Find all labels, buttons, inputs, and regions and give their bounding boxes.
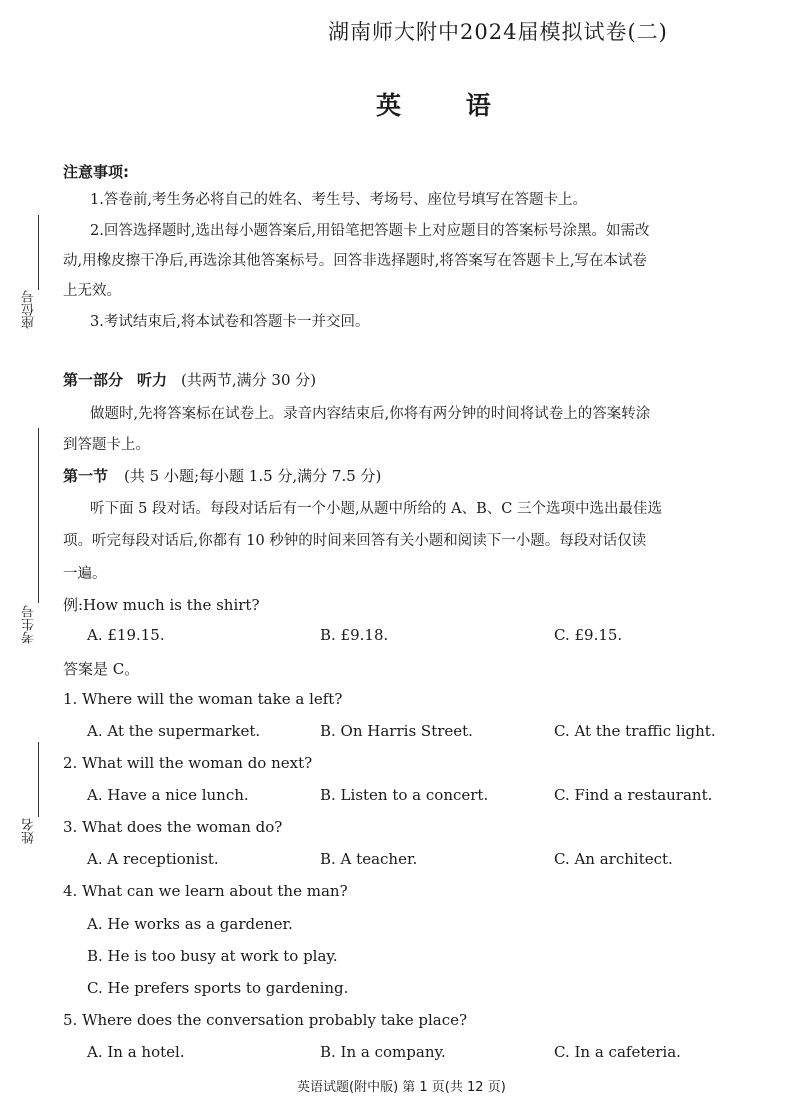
part-one-heading <box>63 369 316 390</box>
subject-title: 英 语 <box>376 91 519 120</box>
example-option-a: A. £19.15. <box>87 626 165 644</box>
question-4-option-c: C. He prefers sports to gardening. <box>87 979 349 997</box>
part-one-instruction-line-1: 做题时,先将答案标在试卷上。录音内容结束后,你将有两分钟的时间将试卷上的答案转涂 <box>90 406 651 422</box>
seat-number-line <box>38 215 39 290</box>
question-1: 1. Where will the woman take a left? <box>63 690 343 708</box>
notice-item-2-line-3: 上无效。 <box>63 283 121 299</box>
notice-item-2-line-1: 2.回答选择题时,选出每小题答案后,用铅笔把答题卡上对应题目的答案标号涂黑。如需改 <box>90 223 650 239</box>
question-2-option-c: C. Find a restaurant. <box>554 786 713 804</box>
examinee-number-line <box>38 428 39 603</box>
question-4-option-b: B. He is too busy at work to play. <box>87 947 338 965</box>
notice-item-2-line-2: 动,用橡皮擦干净后,再选涂其他答案标号。回答非选择题时,将答案写在答题卡上,写在本试卷 <box>63 253 647 269</box>
section-one-instruction-line-1: 听下面 5 段对话。每段对话后有一个小题,从题中所给的 A、B、C 三个选项中选出最佳选 <box>90 501 662 517</box>
question-5-option-a: A. In a hotel. <box>87 1043 185 1061</box>
section-one-detail: (共 5 小题;每小题 1.5 分,满分 7.5 分) <box>124 467 382 485</box>
example-question: 例:How much is the shirt? <box>63 596 260 614</box>
section-one-instruction-line-3: 一遍。 <box>63 566 107 582</box>
part-one-detail: (共两节,满分 30 分) <box>181 371 317 389</box>
question-2-option-a: A. Have a nice lunch. <box>87 786 249 804</box>
question-4: 4. What can we learn about the man? <box>63 882 348 900</box>
section-one-instruction-line-2: 项。听完每段对话后,你都有 10 秒钟的时间来回答有关小题和阅读下一小题。每段对话仅读 <box>63 533 647 549</box>
question-5-option-c: C. In a cafeteria. <box>554 1043 681 1061</box>
question-1-option-a: A. At the supermarket. <box>87 722 261 740</box>
name-label: 姓名 <box>22 818 37 844</box>
question-5: 5. Where does the conversation probably take place? <box>63 1011 468 1029</box>
notice-item-3: 3.考试结束后,将本试卷和答题卡一并交回。 <box>90 314 370 330</box>
question-3-option-b: B. A teacher. <box>320 850 418 868</box>
name-line <box>38 742 39 817</box>
part-one-instruction-line-2: 到答题卡上。 <box>63 437 150 453</box>
question-5-option-b: B. In a company. <box>320 1043 446 1061</box>
question-1-option-c: C. At the traffic light. <box>554 722 716 740</box>
notice-item-1: 1.答卷前,考生务必将自己的姓名、考生号、考场号、座位号填写在答题卡上。 <box>90 192 587 208</box>
exam-header-title: 湖南师大附中2024届模拟试卷(二) <box>328 20 668 44</box>
question-2-option-b: B. Listen to a concert. <box>320 786 489 804</box>
part-one-label: 第一部分 <box>63 371 124 389</box>
section-one-heading <box>63 465 381 486</box>
question-1-option-b: B. On Harris Street. <box>320 722 473 740</box>
examinee-number-label: 考生号 <box>22 605 37 644</box>
part-one-name: 听力 <box>137 371 168 389</box>
question-3: 3. What does the woman do? <box>63 818 283 836</box>
example-option-b: B. £9.18. <box>320 626 389 644</box>
notice-title: 注意事项: <box>63 163 129 181</box>
question-3-option-a: A. A receptionist. <box>87 850 219 868</box>
section-one-label: 第一节 <box>63 467 109 485</box>
page-footer: 英语试题(附中版) 第 1 页(共 12 页) <box>297 1080 506 1095</box>
example-option-c: C. £9.15. <box>554 626 623 644</box>
question-4-option-a: A. He works as a gardener. <box>87 915 293 933</box>
seat-number-label: 座位号 <box>22 290 37 329</box>
question-2: 2. What will the woman do next? <box>63 754 313 772</box>
question-3-option-c: C. An architect. <box>554 850 673 868</box>
example-answer: 答案是 C。 <box>63 660 140 678</box>
